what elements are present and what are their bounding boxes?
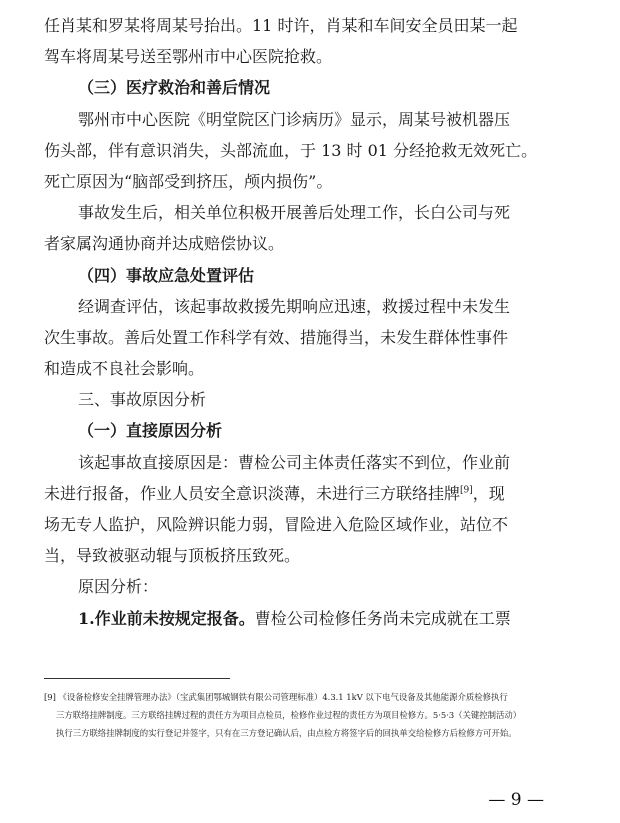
body-line: 死亡原因为“脑部受到挤压，颅内损伤”。 xyxy=(44,171,333,191)
footnote-line: 执行三方联络挂牌制度的实行登记并签字，只有在三方登记确认后，由点检方将签字后的回执单交给检修方后检修方可开始。 xyxy=(56,728,517,738)
document-body xyxy=(44,10,564,634)
body-line: 任肖某和罗某将周某号抬出。11 时许，肖某和车间安全员田某一起 xyxy=(44,16,518,35)
body-text: 未进行报备，作业人员安全意识淡薄，未进行三方联络挂牌 xyxy=(44,483,461,503)
body-line: 伤头部，伴有意识消失，头部流血，于 13 时 01 分经抢救无效死亡。 xyxy=(44,140,538,160)
footnote-line: 三方联络挂牌制度。三方联络挂牌过程的责任方为项目点检员，检修作业过程的责任方为项目检修方。5·5·3（关键控制活动） xyxy=(56,710,522,720)
footnote-line: [9] 《设备检修安全挂牌管理办法》（宝武集团鄂城钢铁有限公司管理标准）4.3.1 1kV 以下电气设备及其他能源介质检修执行 xyxy=(44,692,508,702)
body-line: 者家属沟通协商并达成赔偿协议。 xyxy=(44,234,285,254)
body-line: 鄂州市中心医院《明堂院区门诊病历》显示，周某号被机器压 xyxy=(78,109,511,129)
body-line: 原因分析： xyxy=(78,577,159,597)
section-heading-direct-cause: （一）直接原因分析 xyxy=(78,421,223,441)
body-text: ，现 xyxy=(472,483,505,503)
body-line: 和造成不良社会影响。 xyxy=(44,359,205,379)
body-text: 曹检公司检修任务尚未完成就在工票 xyxy=(254,608,511,628)
footnote-divider xyxy=(44,678,230,679)
body-line-with-footnote xyxy=(44,478,564,509)
body-line: 经调查评估，该起事故救援先期响应迅速，救援过程中未发生 xyxy=(78,296,511,316)
body-line: 次生事故。善后处置工作科学有效、措施得当，未发生群体性事件 xyxy=(44,327,509,347)
body-line xyxy=(44,603,564,634)
section-heading-cause-analysis: 三、事故原因分析 xyxy=(78,390,207,410)
footnote-block xyxy=(44,688,574,742)
body-line: 事故发生后，相关单位积极开展善后处理工作，长白公司与死 xyxy=(78,203,511,223)
page-number: — 9 — xyxy=(488,790,544,810)
body-line: 当，导致被驱动辊与顶板挤压致死。 xyxy=(44,546,301,566)
body-line: 驾车将周某号送至鄂州市中心医院抢救。 xyxy=(44,47,333,67)
body-line: 场无专人监护，风险辨识能力弱，冒险进入危险区域作业，站位不 xyxy=(44,515,509,534)
section-heading-emergency-evaluation: （四）事故应急处置评估 xyxy=(78,265,255,285)
section-heading-medical-treatment: （三）医疗救治和善后情况 xyxy=(78,78,271,98)
body-line: 该起事故直接原因是：曹检公司主体责任落实不到位，作业前 xyxy=(78,452,511,472)
numbered-point-title: 1.作业前未按规定报备。 xyxy=(78,608,255,628)
footnote-reference[interactable]: [9] xyxy=(460,485,473,496)
